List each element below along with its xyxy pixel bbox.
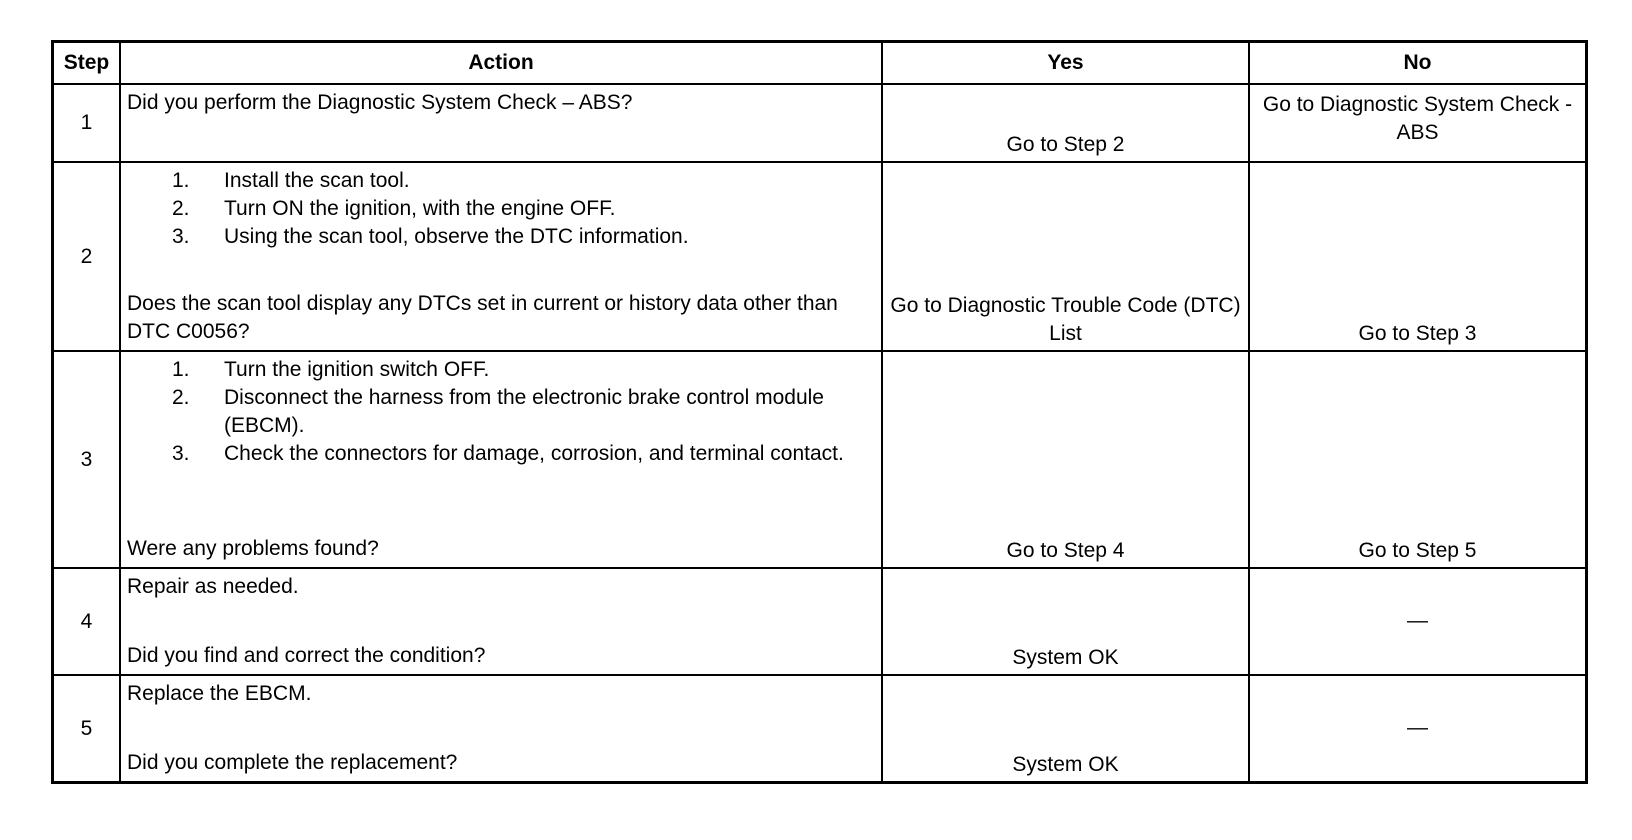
instruction-item: 1. Install the scan tool. bbox=[172, 169, 410, 192]
no-result: Go to Step 5 bbox=[1249, 351, 1587, 568]
instruction-item: 2. Disconnect the harness from the electronic brake control module (EBCM). bbox=[172, 386, 824, 437]
yes-result: System OK bbox=[882, 675, 1249, 783]
table-row bbox=[53, 351, 1587, 568]
no-result: — bbox=[1249, 675, 1587, 783]
step-number: 4 bbox=[53, 568, 121, 675]
table-row bbox=[53, 84, 1587, 162]
instruction-item: 3. Check the connectors for damage, corrosion, and terminal contact. bbox=[172, 442, 844, 465]
table-row bbox=[53, 568, 1587, 675]
header-row bbox=[53, 42, 1587, 85]
header-no: No bbox=[1249, 42, 1587, 85]
step-number: 1 bbox=[53, 84, 121, 162]
instruction-list bbox=[127, 167, 877, 251]
no-result: Go to Step 3 bbox=[1249, 162, 1587, 351]
action-instruction: Replace the EBCM. bbox=[127, 682, 312, 705]
instruction-item: 3. Using the scan tool, observe the DTC information. bbox=[172, 225, 689, 248]
yes-result: Go to Diagnostic Trouble Code (DTC) List bbox=[882, 162, 1249, 351]
no-result: Go to Diagnostic System Check - ABS bbox=[1249, 84, 1587, 162]
instruction-list bbox=[127, 356, 877, 468]
action-cell bbox=[120, 84, 882, 162]
action-cell bbox=[120, 568, 882, 675]
action-question: Did you perform the Diagnostic System Check – ABS? bbox=[127, 91, 633, 114]
instruction-item: 1. Turn the ignition switch OFF. bbox=[172, 358, 490, 381]
header-action: Action bbox=[120, 42, 882, 85]
yes-result: Go to Step 4 bbox=[882, 351, 1249, 568]
step-number: 3 bbox=[53, 351, 121, 568]
action-instruction: Repair as needed. bbox=[127, 575, 299, 598]
action-question: Did you find and correct the condition? bbox=[127, 644, 486, 667]
action-question: Did you complete the replacement? bbox=[127, 751, 458, 774]
yes-result: Go to Step 2 bbox=[882, 84, 1249, 162]
diagnostic-table bbox=[51, 40, 1588, 784]
step-number: 2 bbox=[53, 162, 121, 351]
no-result: — bbox=[1249, 568, 1587, 675]
header-yes: Yes bbox=[882, 42, 1249, 85]
action-question: Were any problems found? bbox=[127, 537, 379, 560]
action-cell bbox=[120, 675, 882, 783]
table-row bbox=[53, 675, 1587, 783]
action-question: Does the scan tool display any DTCs set in current or history data other than DTC C0056? bbox=[127, 292, 838, 343]
header-step: Step bbox=[53, 42, 121, 85]
step-number: 5 bbox=[53, 675, 121, 783]
instruction-item: 2. Turn ON the ignition, with the engine OFF. bbox=[172, 197, 616, 220]
table-row bbox=[53, 162, 1587, 351]
action-cell bbox=[120, 351, 882, 568]
yes-result: System OK bbox=[882, 568, 1249, 675]
action-cell bbox=[120, 162, 882, 351]
